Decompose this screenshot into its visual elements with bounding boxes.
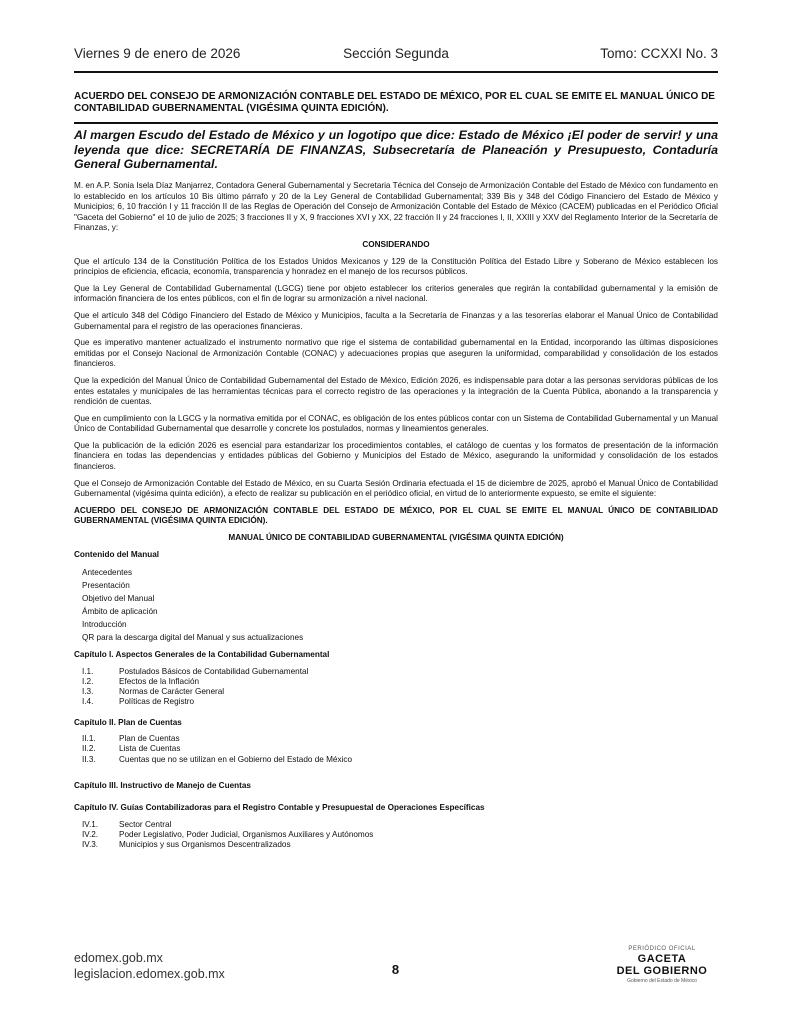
chapter-item-text: Poder Legislativo, Poder Judicial, Organismos Auxiliares y Autónomos	[119, 830, 374, 840]
chapter-item-text: Municipios y sus Organismos Descentralizados	[119, 840, 291, 850]
chapter-list	[82, 820, 718, 851]
considerando-paragraph: Que la expedición del Manual Único de Contabilidad Gubernamental del Estado de México, Edición 2026, es indispensable para dotar a las personas servidoras públicas de los entes estatales y municipales de las herramientas técnicas para el correcto registro de las operaciones y la integración de la Cuenta Pública, abonando a la transparencia y rendición de cuentas.	[74, 375, 718, 407]
chapter-item	[82, 744, 718, 754]
chapter-item-text: Normas de Carácter General	[119, 687, 225, 697]
chapter-item-number: I.2.	[82, 677, 94, 687]
document-title: ACUERDO DEL CONSEJO DE ARMONIZACIÓN CONTABLE DEL ESTADO DE MÉXICO, POR EL CUAL SE EMITE EL MANUAL ÚNICO DE CONTABILIDAD GUBERNAMENTAL (VIGÉSIMA QUINTA EDICIÓN).	[74, 91, 715, 114]
footer-site-link[interactable]: edomex.gob.mx	[74, 951, 163, 965]
chapter-item-text: Sector Central	[119, 820, 172, 830]
logo-caption: PERIÓDICO OFICIAL	[628, 946, 696, 952]
logo-line-2: DEL GOBIERNO	[616, 965, 708, 977]
considerando-paragraph: Que en cumplimiento con la LGCG y la normativa emitida por el CONAC, es obligación de los entes públicos contar con un Sistema de Contabilidad Gubernamental y un Manual Único de Contabilidad Gubernamental que desarrolle y concrete los postulados, normas y lineamientos generales.	[74, 413, 718, 434]
contents-item: QR para la descarga digital del Manual y sus actualizaciones	[82, 633, 304, 643]
chapter-list	[82, 734, 718, 765]
contents-list	[82, 566, 718, 644]
chapter-item-number: I.4.	[82, 697, 94, 707]
considerando-paragraph: Que el artículo 134 de la Constitución Política de los Estados Unidos Mexicanos y 129 de la Constitución Política del Estado Libre y Soberano de México establecen los principios de eficiencia, eficacia, economía, transparencia y honradez en el manejo de los recursos públicos.	[74, 256, 718, 277]
header-volume: Tomo: CCXXI No. 3	[600, 46, 718, 61]
chapter-item	[82, 820, 718, 830]
contents-item: Ámbito de aplicación	[82, 607, 158, 617]
chapter-item-text: Lista de Cuentas	[119, 744, 181, 754]
considerando-heading: CONSIDERANDO	[362, 239, 430, 249]
chapter-item-text: Cuentas que no se utilizan en el Gobierno del Estado de México	[119, 754, 353, 764]
chapter-heading: Capítulo IV. Guías Contabilizadoras para el Registro Contable y Presupuestal de Operaciones Específicas	[74, 803, 485, 813]
chapter-item	[82, 840, 718, 850]
chapter-list	[82, 667, 718, 708]
contents-item: Objetivo del Manual	[82, 594, 155, 604]
considerando-paragraph: Que el Consejo de Armonización Contable del Estado de México, en su Cuarta Sesión Ordinaria efectuada el 15 de diciembre de 2025, aprobó el Manual Único de Contabilidad Gubernamental (vigésima quinta edición), a efecto de realizar su publicación en el periódico oficial, en virtud de lo anteriormente expuesto, se emite el siguiente:	[74, 478, 718, 499]
footer-legislation-link[interactable]: legislacion.edomex.gob.mx	[74, 967, 225, 981]
title-divider	[74, 122, 718, 124]
considerando-paragraph: Que es imperativo mantener actualizado el instrumento normativo que rige el sistema de contabilidad gubernamental en la Entidad, incorporando las últimas disposiciones emitidas por el Consejo Nacional de Armonización Contable (CONAC) y adecuaciones propias que aseguren la uniformidad, comparabilidad y consolidación de los estados financieros.	[74, 338, 718, 369]
chapter-heading: Capítulo II. Plan de Cuentas	[74, 717, 182, 727]
gaceta-logo	[612, 945, 712, 985]
chapter-item-number: II.1.	[82, 734, 96, 744]
header-divider	[74, 71, 718, 73]
page-number: 8	[391, 962, 400, 977]
chapter-item-number: IV.3.	[82, 840, 99, 850]
chapter-item-text: Postulados Básicos de Contabilidad Gubernamental	[119, 666, 309, 676]
chapter-item-text: Plan de Cuentas	[119, 734, 180, 744]
logo-subcaption: Gobierno del Estado de México	[627, 978, 697, 984]
chapter-item-text: Políticas de Registro	[119, 697, 195, 707]
header-date: Viernes 9 de enero de 2026	[74, 46, 241, 61]
contents-item: Introducción	[82, 620, 127, 630]
margin-note: Al margen Escudo del Estado de México y un logotipo que dice: Estado de México ¡El poder de servir! y una leyenda que dice: SECRETARÍA DE FINANZAS, Subsecretaría de Planeación y Presupuesto, Contaduría General Gubernamental.	[74, 128, 718, 171]
considerando-paragraph: Que el artículo 348 del Código Financiero del Estado de México y Municipios, faculta a la Secretaría de Finanzas y a las tesorerías elaborar el Manual Único de Contabilidad Gubernamental para el registro de las operaciones financieras.	[74, 310, 718, 331]
intro-paragraph: M. en A.P. Sonia Isela Díaz Manjarrez, Contadora General Gubernamental y Secretaria Técnica del Consejo de Armonización Contable del Estado de México con fundamento en lo establecido en los artículos 10 Bis último párrafo y 20 de la Ley General de Contabilidad Gubernamental; 339 Bis y 348 del Código Financiero del Estado de México y Municipios; 6, 10 fracción I y 11 fracción II de las Reglas de Operación del Consejo de Armonización Contable del Estado de México (CACEM) publicadas en el Periódico Oficial "Gaceta del Gobierno" el 10 de julio de 2025; 3 fracciones II y X, 9 fracciones XVI y XX, 22 fracción II y 24 fracciones I, II, XXIII y XXV del Reglamento Interior de la Secretaría de Finanzas, y:	[74, 181, 718, 233]
chapter-heading: Capítulo III. Instructivo de Manejo de Cuentas	[74, 780, 251, 790]
acuerdo-heading: ACUERDO DEL CONSEJO DE ARMONIZACIÓN CONTABLE DEL ESTADO DE MÉXICO, POR EL CUAL SE EMITE EL MANUAL ÚNICO DE CONTABILIDAD GUBERNAMENTAL (VIGÉSIMA QUINTA EDICIÓN).	[74, 505, 718, 526]
chapter-item-number: IV.2.	[82, 830, 99, 840]
chapter-item	[82, 697, 718, 707]
contents-item: Presentación	[82, 581, 130, 591]
chapter-item	[82, 830, 718, 840]
logo-line-1: GACETA	[637, 953, 687, 965]
chapter-item	[82, 677, 718, 687]
chapter-item-number: II.3.	[82, 754, 96, 764]
contents-heading: Contenido del Manual	[74, 549, 160, 559]
chapter-item-number: IV.1.	[82, 820, 99, 830]
chapter-item-number: II.2.	[82, 744, 96, 754]
considerando-paragraph: Que la publicación de la edición 2026 es esencial para estandarizar los procedimientos contables, el catálogo de cuentas y los formatos de presentación de la información financiera en todas las dependencias y entidades públicas del Gobierno y Municipios del Estado de México, asegurando la uniformidad y consolidación de los estados financieros.	[74, 440, 718, 472]
header-section: Sección Segunda	[343, 46, 449, 61]
chapter-item	[82, 667, 718, 677]
chapter-item-number: I.1.	[82, 666, 94, 676]
chapter-item-number: I.3.	[82, 687, 94, 697]
contents-item: Antecedentes	[82, 568, 133, 578]
chapter-item	[82, 734, 718, 744]
chapter-heading: Capítulo I. Aspectos Generales de la Contabilidad Gubernamental	[74, 650, 330, 660]
chapter-item	[82, 687, 718, 697]
page-header	[74, 46, 718, 62]
chapter-item-text: Efectos de la Inflación	[119, 677, 200, 687]
document-body	[74, 181, 718, 851]
chapter-item	[82, 755, 718, 765]
considerando-paragraph: Que la Ley General de Contabilidad Gubernamental (LGCG) tiene por objeto establecer los criterios generales que regirán la contabilidad gubernamental y la emisión de información financiera de los entes públicos, con el fin de lograr su armonización a nivel nacional.	[74, 283, 718, 304]
manual-title: MANUAL ÚNICO DE CONTABILIDAD GUBERNAMENTAL (VIGÉSIMA QUINTA EDICIÓN)	[228, 533, 564, 543]
